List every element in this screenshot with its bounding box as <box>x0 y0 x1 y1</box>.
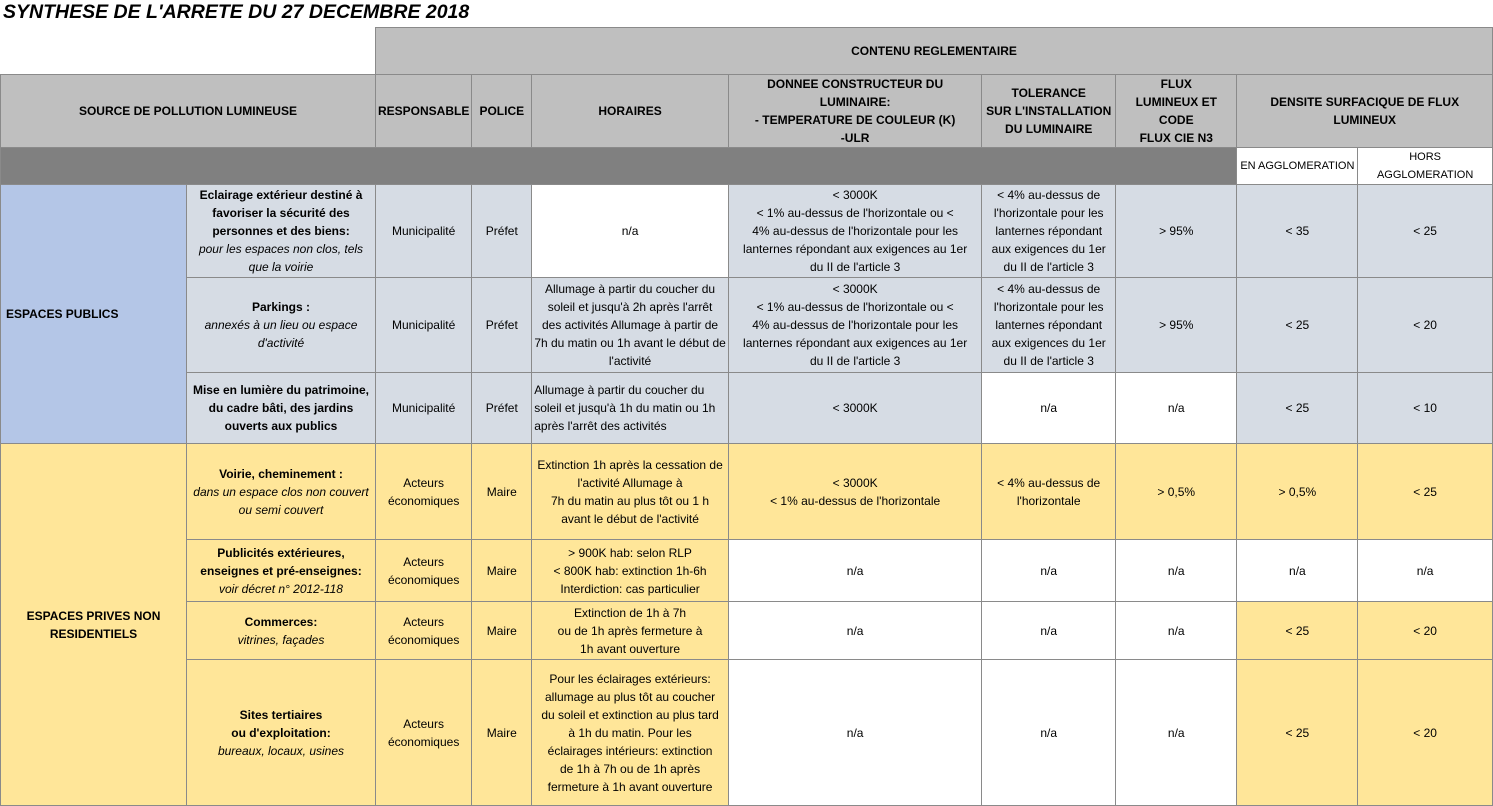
source-cell <box>187 278 376 373</box>
horaires-line: 7h du matin au plus tôt ou 1 h <box>551 493 710 508</box>
horaires-line: Extinction 1h après la cessation de <box>537 457 723 472</box>
source-detail: vitrines, façades <box>237 632 325 647</box>
source-cell <box>187 540 376 602</box>
source-cell <box>187 602 376 660</box>
regulation-table <box>0 27 1493 806</box>
header-donnee <box>728 75 981 148</box>
police-cell: Maire <box>472 602 532 660</box>
donnee-cell: n/a <box>728 540 981 602</box>
en-agglo-cell: < 25 <box>1237 660 1358 806</box>
hors-agglo-cell: < 25 <box>1358 444 1493 540</box>
table-row <box>1 602 1493 660</box>
horaires-line: avant le début de l'activité <box>561 511 699 526</box>
responsable-line: Acteurs <box>403 475 444 490</box>
donnee-cell <box>728 185 981 278</box>
horaires-line: allumage au plus tôt au coucher <box>545 689 716 704</box>
source-title: ou d'exploitation: <box>231 725 331 740</box>
source-title: Commerces: <box>244 614 318 629</box>
horaires-line: fermeture à 1h avant ouverture <box>547 779 713 794</box>
horaires-cell <box>532 540 729 602</box>
horaires-line: Extinction de 1h à 7h <box>574 605 687 620</box>
flux-cell: > 95% <box>1116 185 1237 278</box>
responsable-line: Acteurs <box>403 614 444 629</box>
horaires-line: Pour les éclairages extérieurs: <box>549 671 711 686</box>
horaires-line: l'activité Allumage à <box>577 475 683 490</box>
table-row <box>1 373 1493 444</box>
en-agglo-cell: < 25 <box>1237 278 1358 373</box>
header-flux-line: LUMINEUX ET CODE <box>1135 95 1217 127</box>
responsable-line: économiques <box>387 632 460 647</box>
source-title: Parkings : <box>251 300 311 314</box>
horaires-line: à 1h du matin. Pour les <box>568 725 692 740</box>
header-horaires: HORAIRES <box>532 75 729 148</box>
tolerance-line: l'horizontale <box>1016 493 1081 508</box>
donnee-line: 4% au-dessus de l'horizontale pour les <box>752 318 958 332</box>
donnee-cell <box>728 444 981 540</box>
donnee-line: < 3000K <box>832 188 878 202</box>
responsable-cell <box>375 660 471 806</box>
responsable-line: Acteurs <box>403 716 444 731</box>
tolerance-line: du II de l'article 3 <box>1003 260 1094 274</box>
horaires-line: après l'arrêt des activités <box>534 419 667 433</box>
police-cell: Maire <box>472 660 532 806</box>
responsable-line: économiques <box>387 734 460 749</box>
header-source: SOURCE DE POLLUTION LUMINEUSE <box>1 75 376 148</box>
donnee-line: < 1% au-dessus de l'horizontale ou < <box>756 206 954 220</box>
header-donnee-line: - TEMPERATURE DE COULEUR (K) <box>754 113 956 127</box>
donnee-cell: < 3000K <box>728 373 981 444</box>
source-title: Sites tertiaires <box>239 707 323 722</box>
hors-agglo-cell: < 10 <box>1358 373 1493 444</box>
table-row <box>1 540 1493 602</box>
source-detail: ou semi couvert <box>238 502 324 517</box>
group-label-line: ESPACES PRIVES NON <box>26 608 161 623</box>
source-cell <box>187 660 376 806</box>
tolerance-cell: n/a <box>982 660 1116 806</box>
source-cell <box>187 444 376 540</box>
responsable-cell <box>375 602 471 660</box>
hors-agglo-cell: < 25 <box>1358 185 1493 278</box>
tolerance-cell: n/a <box>982 540 1116 602</box>
flux-cell: > 95% <box>1116 278 1237 373</box>
header-donnee-line: -ULR <box>840 131 870 145</box>
header-responsable: RESPONSABLE <box>375 75 471 148</box>
source-title: Publicités extérieures, <box>217 545 345 560</box>
source-detail: dans un espace clos non couvert <box>193 484 369 499</box>
source-detail: voir décret n° 2012-118 <box>219 581 343 596</box>
source-detail: bureaux, locaux, usines <box>217 743 345 758</box>
responsable-cell <box>375 444 471 540</box>
source-detail: annexés à un lieu ou espace <box>204 318 358 332</box>
police-cell: Préfet <box>472 373 532 444</box>
header-police: POLICE <box>472 75 532 148</box>
flux-cell: n/a <box>1116 602 1237 660</box>
tolerance-cell <box>982 278 1116 373</box>
responsable-line: économiques <box>387 493 460 508</box>
document-title: SYNTHESE DE L'ARRETE DU 27 DECEMBRE 2018 <box>3 1 470 23</box>
header-tolerance <box>982 75 1116 148</box>
donnee-line: < 1% au-dessus de l'horizontale <box>770 493 941 508</box>
tolerance-line: lanternes répondant <box>995 224 1103 238</box>
tolerance-cell <box>982 444 1116 540</box>
horaires-line: > 900K hab: selon RLP <box>568 545 692 560</box>
column-header-row <box>1 75 1493 148</box>
donnee-line: 4% au-dessus de l'horizontale pour les <box>752 224 958 238</box>
responsable-cell <box>375 540 471 602</box>
source-title: favoriser la sécurité des <box>212 206 350 220</box>
group-espaces-prives <box>1 444 187 806</box>
source-title: Voirie, cheminement : <box>219 466 343 481</box>
hors-agglo-cell: < 20 <box>1358 660 1493 806</box>
tolerance-line: < 4% au-dessus de <box>997 282 1101 296</box>
police-cell: Maire <box>472 540 532 602</box>
table-row <box>1 444 1493 540</box>
hors-agglo-cell: n/a <box>1358 540 1493 602</box>
flux-cell: n/a <box>1116 373 1237 444</box>
donnee-cell: n/a <box>728 602 981 660</box>
flux-cell: n/a <box>1116 660 1237 806</box>
header-tolerance-line: SUR L'INSTALLATION <box>986 104 1112 118</box>
source-cell <box>187 185 376 278</box>
source-title: ouverts aux publics <box>224 419 338 433</box>
horaires-line: ou de 1h après fermeture à <box>557 623 703 638</box>
subheader-row <box>1 148 1493 185</box>
group-label-line: RESIDENTIELS <box>49 626 138 641</box>
header-donnee-line: DONNEE CONSTRUCTEUR DU LUMINAIRE: <box>767 77 944 109</box>
header-flux-line: FLUX CIE N3 <box>1139 131 1213 145</box>
police-cell: Préfet <box>472 278 532 373</box>
title-spacer <box>1 28 376 75</box>
horaires-line: Allumage à partir du coucher du <box>534 383 705 397</box>
table-row <box>1 660 1493 806</box>
horaires-line: 7h du matin ou 1h avant le début de <box>534 336 726 350</box>
en-agglo-cell: n/a <box>1237 540 1358 602</box>
tolerance-line: lanternes répondant <box>995 318 1103 332</box>
donnee-line: du II de l'article 3 <box>809 260 901 274</box>
table-row <box>1 185 1493 278</box>
horaires-line: de 1h à 7h ou de 1h après <box>559 761 701 776</box>
horaires-cell <box>532 278 729 373</box>
source-cell <box>187 373 376 444</box>
tolerance-line: < 4% au-dessus de <box>997 188 1101 202</box>
horaires-cell <box>532 602 729 660</box>
source-title: enseignes et pré-enseignes: <box>200 563 362 578</box>
source-detail: que la voirie <box>248 260 314 274</box>
tolerance-cell: n/a <box>982 602 1116 660</box>
tolerance-line: l'horizontale pour les <box>993 300 1104 314</box>
donnee-line: lanternes répondant aux exigences au 1er <box>743 336 968 350</box>
source-detail: d'activité <box>257 336 305 350</box>
horaires-line: l'activité <box>608 354 652 368</box>
source-title: Eclairage extérieur destiné à <box>199 188 363 202</box>
tolerance-cell: n/a <box>982 373 1116 444</box>
en-agglo-cell: < 35 <box>1237 185 1358 278</box>
donnee-cell <box>728 278 981 373</box>
flux-cell: > 0,5% <box>1116 444 1237 540</box>
donnee-line: du II de l'article 3 <box>809 354 901 368</box>
responsable-line: Acteurs <box>403 554 444 569</box>
horaires-cell <box>532 660 729 806</box>
tolerance-line: aux exigences du 1er <box>991 242 1106 256</box>
police-cell: Maire <box>472 444 532 540</box>
donnee-cell: n/a <box>728 660 981 806</box>
responsable-line: économiques <box>387 572 460 587</box>
horaires-line: 1h avant ouverture <box>580 641 681 656</box>
source-title: personnes et des biens: <box>212 224 350 238</box>
horaires-line: soleil et jusqu'à 2h après l'arrêt <box>547 300 713 314</box>
header-densite: DENSITE SURFACIQUE DE FLUX LUMINEUX <box>1237 75 1493 148</box>
header-hors-agglomeration: HORS AGGLOMERATION <box>1358 148 1493 185</box>
header-en-agglomeration: EN AGGLOMERATION <box>1237 148 1358 185</box>
tolerance-line: l'horizontale pour les <box>993 206 1104 220</box>
group-espaces-publics: ESPACES PUBLICS <box>1 185 187 444</box>
header-flux <box>1116 75 1237 148</box>
tolerance-cell <box>982 185 1116 278</box>
horaires-cell: n/a <box>532 185 729 278</box>
header-tolerance-line: DU LUMINAIRE <box>1005 122 1093 136</box>
responsable-cell: Municipalité <box>375 278 471 373</box>
horaires-line: soleil et jusqu'à 1h du matin ou 1h <box>534 401 716 415</box>
en-agglo-cell: < 25 <box>1237 373 1358 444</box>
donnee-line: < 1% au-dessus de l'horizontale ou < <box>756 300 954 314</box>
horaires-line: des activités Allumage à partir de <box>542 318 719 332</box>
donnee-line: < 3000K <box>832 282 878 296</box>
contenu-reglementaire-header: CONTENU REGLEMENTAIRE <box>375 28 1492 75</box>
source-title: Mise en lumière du patrimoine, <box>192 383 370 397</box>
en-agglo-cell: > 0,5% <box>1237 444 1358 540</box>
source-title: du cadre bâti, des jardins <box>208 401 354 415</box>
donnee-line: < 3000K <box>832 475 878 490</box>
en-agglo-cell: < 25 <box>1237 602 1358 660</box>
header-tolerance-line: TOLERANCE <box>1011 86 1086 100</box>
source-detail: pour les espaces non clos, tels <box>198 242 364 256</box>
tolerance-line: du II de l'article 3 <box>1003 354 1094 368</box>
subheader-band <box>1 148 1237 185</box>
horaires-cell <box>532 444 729 540</box>
flux-cell: n/a <box>1116 540 1237 602</box>
horaires-line: Allumage à partir du coucher du <box>545 282 716 296</box>
horaires-line: < 800K hab: extinction 1h-6h <box>553 563 707 578</box>
donnee-line: lanternes répondant aux exigences au 1er <box>743 242 968 256</box>
police-cell: Préfet <box>472 185 532 278</box>
horaires-line: éclairages intérieurs: extinction <box>547 743 713 758</box>
tolerance-line: < 4% au-dessus de <box>997 475 1101 490</box>
table-row <box>1 278 1493 373</box>
tolerance-line: aux exigences du 1er <box>991 336 1106 350</box>
horaires-cell <box>532 373 729 444</box>
horaires-line: Interdiction: cas particulier <box>560 581 700 596</box>
responsable-cell: Municipalité <box>375 185 471 278</box>
header-flux-line: FLUX <box>1160 77 1192 91</box>
responsable-cell: Municipalité <box>375 373 471 444</box>
horaires-line: du soleil et extinction au plus tard <box>541 707 719 722</box>
hors-agglo-cell: < 20 <box>1358 278 1493 373</box>
hors-agglo-cell: < 20 <box>1358 602 1493 660</box>
